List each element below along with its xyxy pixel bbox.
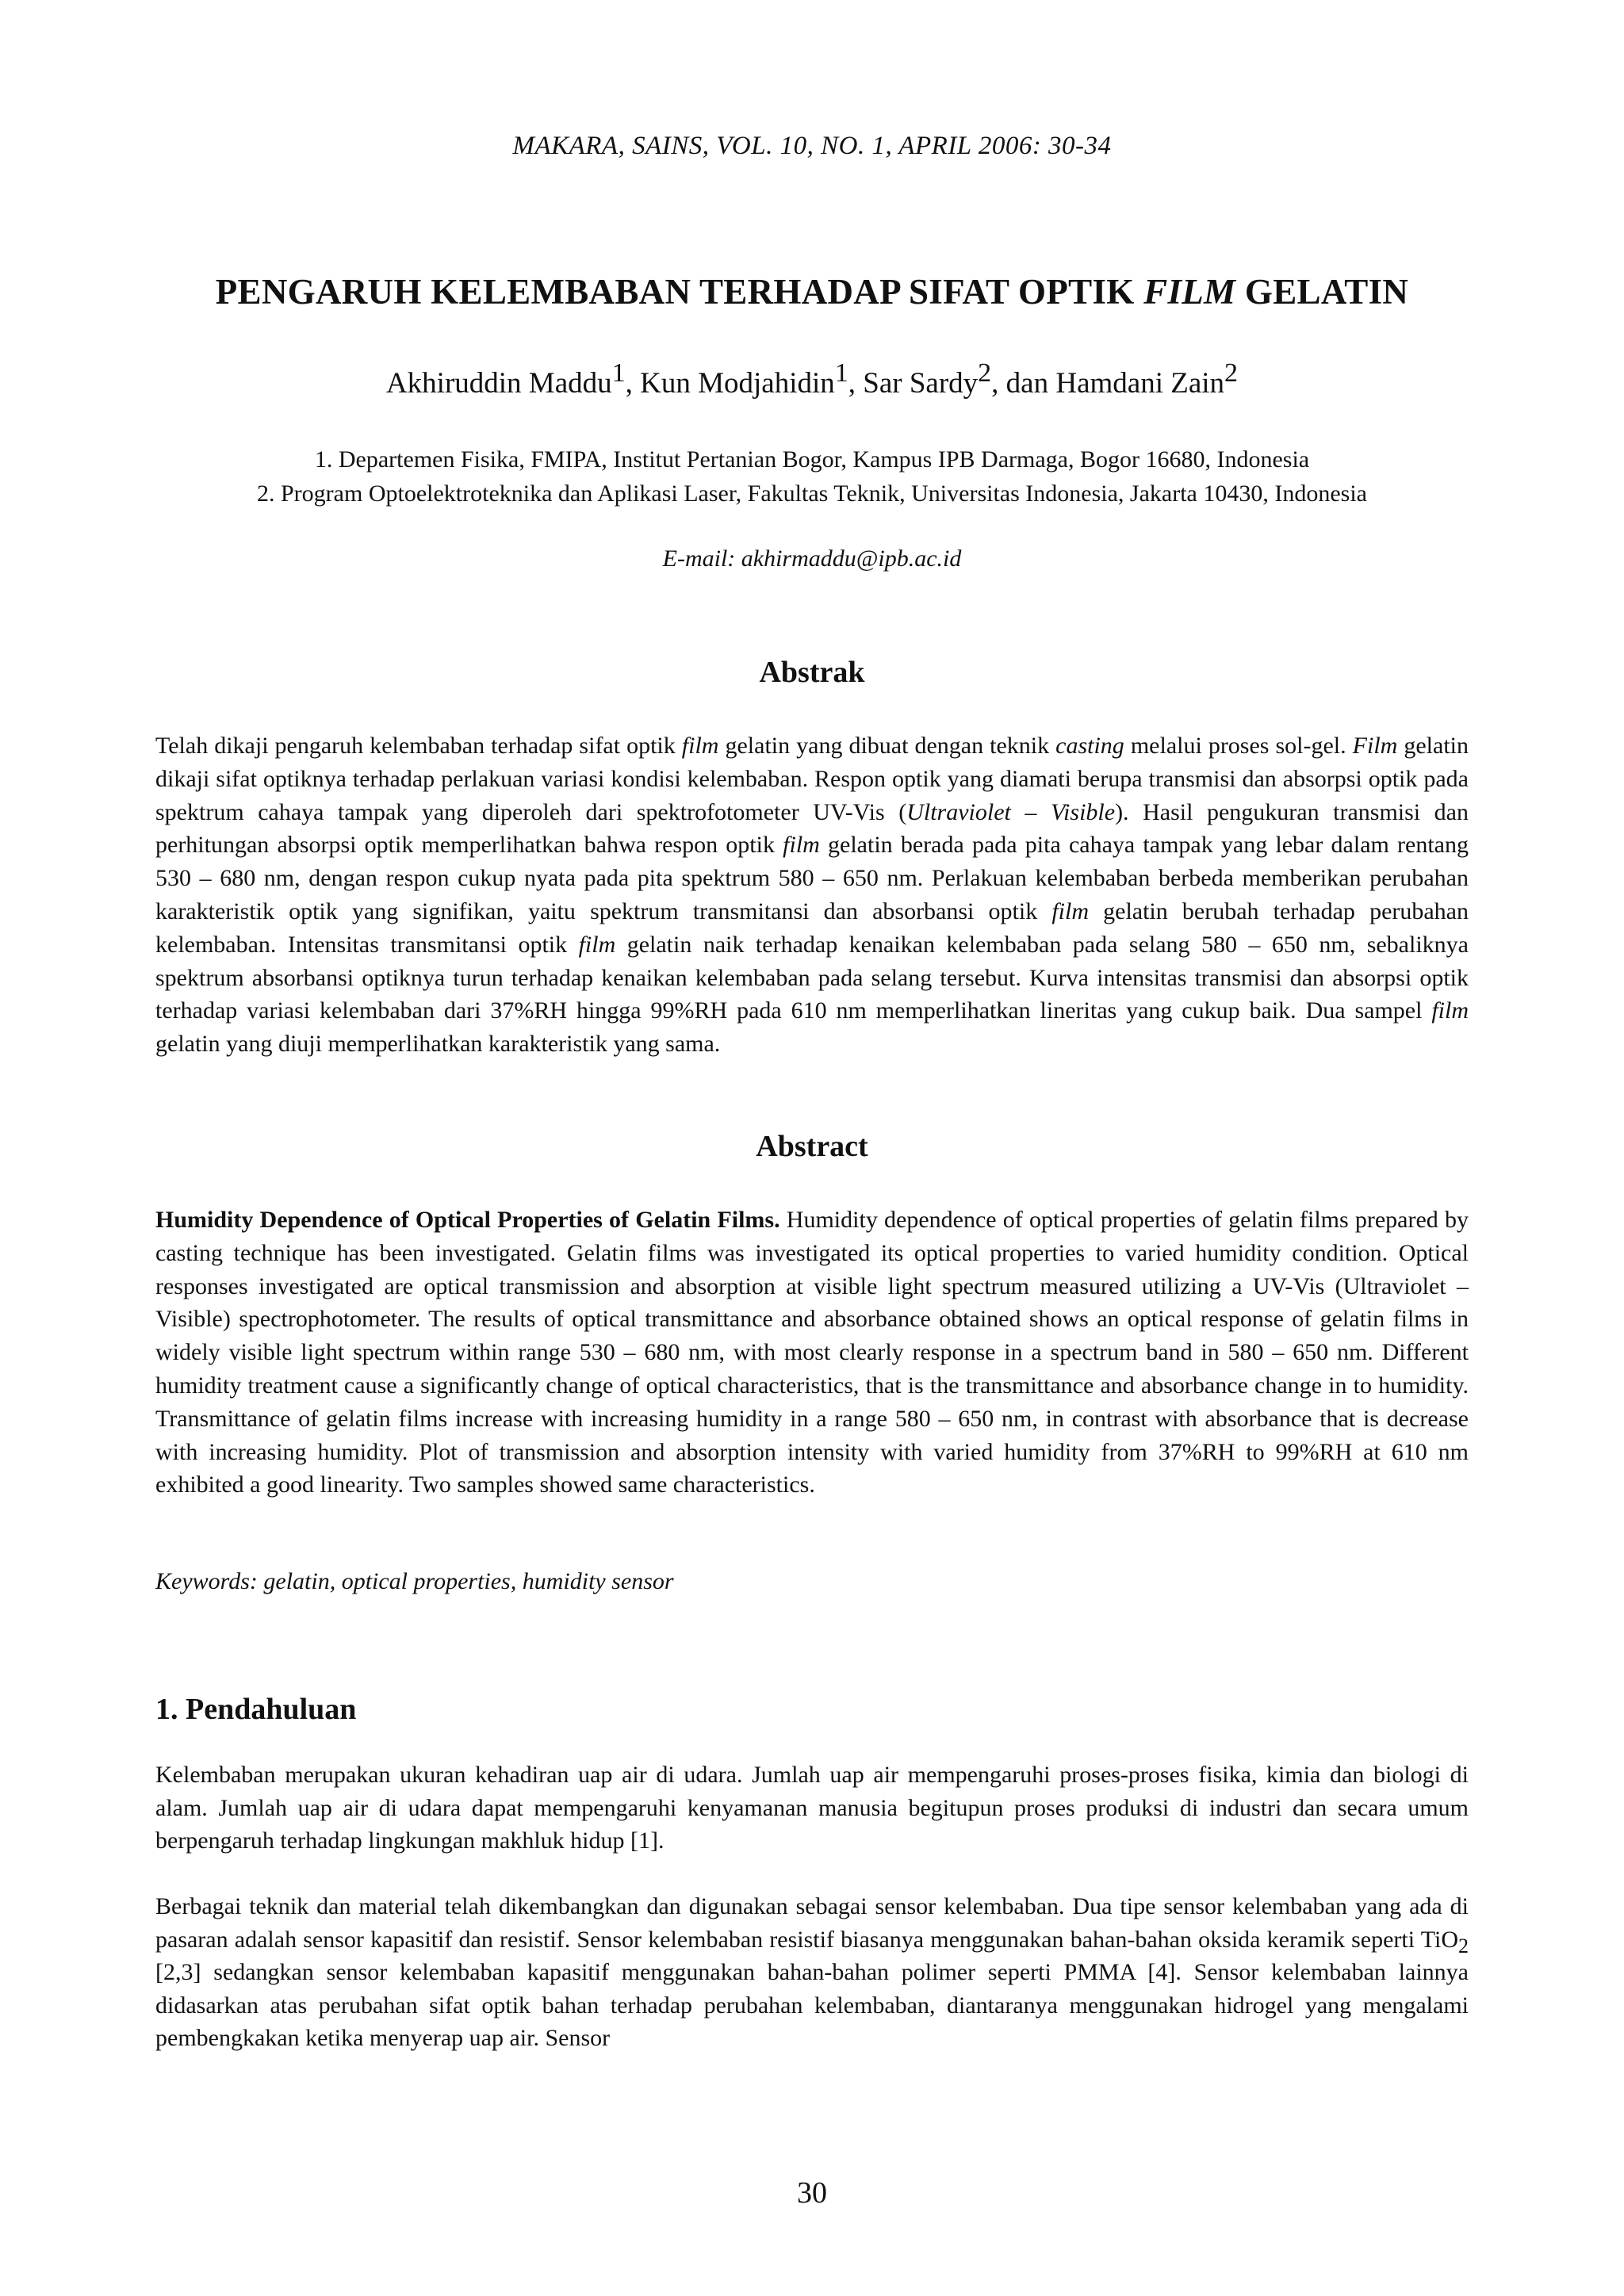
- abstrak-text-run: gelatin berada pada pita cahaya tampak yang lebar dalam rentang 530 – 680 nm, dengan respon cukup nyata pada pita spektrum 580 – 650 nm. Perlakuan kelembaban berbeda memberikan perubahan karakteristik optik yang signifikan, yaitu spektrum transmitansi dan absorbansi optik: [155, 832, 1469, 924]
- abstrak-text-run: Telah dikaji pengaruh kelembaban terhadap sifat optik: [155, 733, 682, 759]
- subscript: 2: [1458, 1934, 1469, 1957]
- page-number: 30: [797, 2176, 827, 2210]
- author-affiliation-mark: 2: [978, 358, 992, 388]
- abstrak-heading: Abstrak: [759, 656, 865, 689]
- author-name: Sar Sardy: [863, 367, 979, 400]
- abstrak-text-run: gelatin dikaji sifat optiknya terhadap perlakuan variasi kondisi kelembaban. Respon optik yang diamati berupa transmisi dan absorpsi optik pada spektrum cahaya tampak yang diperoleh dari spektrofotometer UV-Vis (: [155, 733, 1469, 825]
- running-head: MAKARA, SAINS, VOL. 10, NO. 1, APRIL 2006: 30-34: [512, 132, 1112, 160]
- author-affiliation-mark: 2: [1224, 358, 1239, 388]
- abstrak-italic-term: Ultraviolet – Visible: [906, 798, 1116, 825]
- paper-title: [0, 271, 1624, 312]
- abstrak-body: [155, 729, 1469, 1061]
- intro-text-run: Berbagai teknik dan material telah dikembangkan dan digunakan sebagai sensor kelembaban. Dua tipe sensor kelembaban yang ada di pasaran adalah sensor kapasitif dan resistif. Sensor kelembaban resistif biasanya menggunakan bahan-bahan oksida keramik seperti TiO: [155, 1893, 1469, 1953]
- title-part2: GELATIN: [1235, 272, 1409, 312]
- author-affiliation-mark: 1: [834, 358, 848, 388]
- affiliation-1: 1. Departemen Fisika, FMIPA, Institut Pertanian Bogor, Kampus IPB Darmaga, Bogor 16680, Indonesia: [314, 446, 1310, 473]
- intro-text-run: [2,3] sedangkan sensor kelembaban kapasitif menggunakan bahan-bahan polimer seperti PMMA [4]. Sensor kelembaban lainnya didasarkan atas perubahan sifat optik bahan terhadap perubahan kelembaban, diantaranya menggunakan hidrogel yang mengalami pembengkakan ketika menyerap uap air. Sensor: [155, 1959, 1469, 2051]
- author-name: Kun Modjahidin: [640, 367, 835, 400]
- abstrak-text-run: ). Hasil pengukuran transmisi dan perhitungan absorpsi optik memperlihatkan bahwa respon optik: [155, 798, 1469, 859]
- abstrak-text-run: melalui proses sol-gel.: [1124, 733, 1353, 759]
- keywords: Keywords: gelatin, optical properties, humidity sensor: [155, 1568, 674, 1594]
- abstrak-italic-term: film: [1431, 997, 1469, 1024]
- abstrak-italic-term: film: [783, 832, 820, 859]
- author-separator: ,: [848, 367, 864, 400]
- abstrak-italic-term: film: [578, 931, 616, 958]
- abstrak-italic-term: film: [681, 733, 719, 759]
- author-name: Akhiruddin Maddu: [385, 367, 612, 400]
- introduction-paragraph-1: Kelembaban merupakan ukuran kehadiran uap air di udara. Jumlah uap air mempengaruhi proses-proses fisika, kimia dan biologi di alam. Jumlah uap air di udara dapat mempengaruhi kenyamanan manusia begitupun proses produksi di industri dan secara umum berpengaruh terhadap lingkungan makhluk hidup [1].: [155, 1762, 1469, 1854]
- abstrak-italic-term: film: [1051, 897, 1089, 924]
- abstract-body: [155, 1203, 1469, 1502]
- author-name: Hamdani Zain: [1055, 367, 1225, 400]
- author-separator: ,: [625, 367, 641, 400]
- title-italic: FILM: [1143, 272, 1236, 312]
- abstract-text-run: Humidity dependence of optical properties of gelatin films prepared by casting technique has been investigated. Gelatin films was investigated its optical properties to varied humidity condition. Optical responses investigated are optical transmission and absorption at visible light spectrum measured utilizing a UV-Vis (Ultraviolet – Visible) spectrophotometer. The results of optical transmittance and absorbance obtained shows an optical response of gelatin films in widely visible light spectrum within range 530 – 680 nm, with most clearly response in a spectrum band in 580 – 650 nm. Different humidity treatment cause a significantly change of optical characteristics, that is the transmittance and absorbance change in to humidity. Transmittance of gelatin films increase with increasing humidity in a range 580 – 650 nm, in contrast with absorbance that is decrease with increasing humidity. Plot of transmission and absorption intensity with varied humidity from 37%RH to 99%RH at 610 nm exhibited a good linearity. Two samples showed same characteristics.: [155, 1207, 1469, 1498]
- author-separator: , dan: [991, 367, 1056, 400]
- abstrak-italic-term: Film: [1352, 733, 1398, 759]
- affiliation-2: 2. Program Optoelektroteknika dan Aplikasi Laser, Fakultas Teknik, Universitas Indonesia, Jakarta 10430, Indonesia: [257, 480, 1367, 507]
- contact-email[interactable]: E-mail: akhirmaddu@ipb.ac.id: [662, 545, 962, 572]
- abstrak-text-run: gelatin yang diuji memperlihatkan karakteristik yang sama.: [155, 1031, 721, 1058]
- abstrak-italic-term: casting: [1055, 733, 1124, 759]
- abstract-english-title: Humidity Dependence of Optical Properties of Gelatin Films.: [155, 1207, 780, 1233]
- section-heading-introduction: 1. Pendahuluan: [155, 1693, 357, 1726]
- abstract-heading: Abstract: [756, 1130, 868, 1163]
- author-list: [0, 358, 1624, 400]
- abstrak-text-run: gelatin naik terhadap kenaikan kelembaban pada selang 580 – 650 nm, sebaliknya spektrum absorbansi optiknya turun terhadap kenaikan kelembaban pada selang tersebut. Kurva intensitas transmisi dan absorpsi optik terhadap variasi kelembaban dari 37%RH hingga 99%RH pada 610 nm memperlihatkan lineritas yang cukup baik. Dua sampel: [155, 931, 1469, 1024]
- introduction-paragraph-2: [155, 1890, 1469, 2055]
- abstrak-text-run: gelatin berubah terhadap perubahan kelembaban. Intensitas transmitansi optik: [155, 897, 1469, 958]
- author-affiliation-mark: 1: [611, 358, 626, 388]
- abstrak-text-run: gelatin yang dibuat dengan teknik: [718, 733, 1056, 759]
- title-part1: PENGARUH KELEMBABAN TERHADAP SIFAT OPTIK: [215, 272, 1144, 312]
